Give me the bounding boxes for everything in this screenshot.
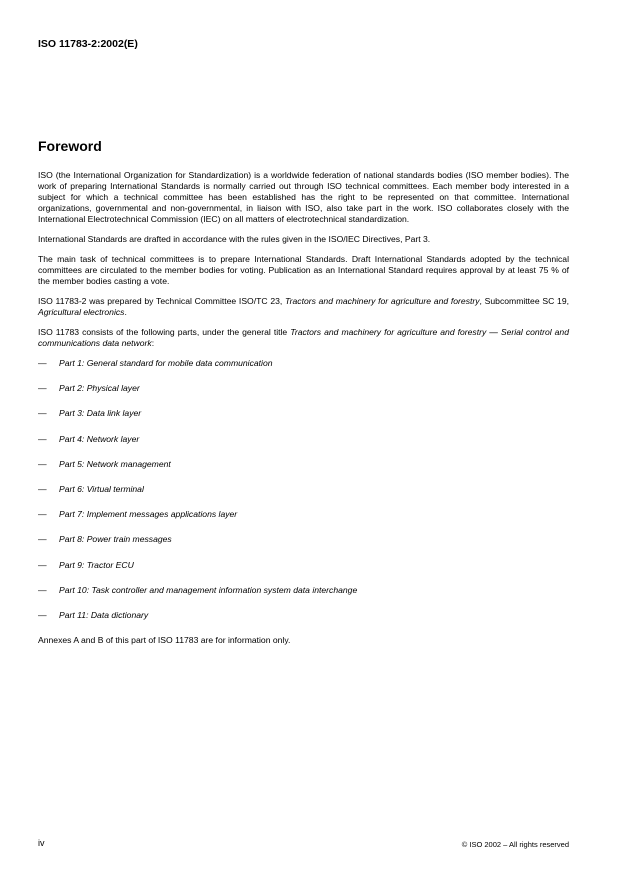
page-title: Foreword: [38, 138, 102, 154]
list-item-text: Part 2: Physical layer: [59, 383, 140, 394]
list-dash: —: [38, 408, 47, 419]
paragraph-iso-intro: ISO (the International Organization for Standardization) is a worldwide federation of national standards bodies (ISO member bodies). The work of preparing International Standards is normally carried out through ISO technical committees. Each member body interested in a subject for which a technical committee has been established has the right to be represented on that committee. International organizations, governmental and non-governmental, in liaison with ISO, also take part in the work. ISO collaborates closely with the International Electrotechnical Commission (IEC) on all matters of electrotechnical standardization.: [38, 170, 569, 224]
list-dash: —: [38, 383, 47, 394]
list-item: [38, 560, 569, 585]
list-item: [38, 534, 569, 559]
list-item: [38, 585, 569, 610]
list-item: [38, 610, 569, 635]
list-dash: —: [38, 509, 47, 520]
list-item-text: Part 7: Implement messages applications layer: [59, 509, 238, 520]
copyright-notice: © ISO 2002 – All rights reserved: [461, 840, 569, 849]
list-item-text: Part 3: Data link layer: [59, 408, 142, 419]
list-item-text: Part 1: General standard for mobile data communication: [59, 358, 273, 368]
list-dash: —: [38, 458, 47, 469]
list-item: [38, 434, 569, 459]
list-item-text: Part 6: Virtual terminal: [59, 483, 144, 494]
paragraph-parts-intro: [38, 327, 569, 349]
list-item: [38, 358, 569, 383]
list-item-text: Part 11: Data dictionary: [59, 609, 149, 620]
document-id: ISO 11783-2:2002(E): [38, 38, 138, 50]
foreword-body: [38, 170, 569, 655]
list-item-text: Part 9: Tractor ECU: [59, 559, 134, 570]
list-dash: —: [38, 534, 47, 545]
prepared-by-title-d: Agricultural electronics: [38, 307, 125, 317]
list-item-text: Part 4: Network layer: [59, 433, 140, 444]
parts-list: [38, 358, 569, 635]
prepared-by-text-e: .: [124, 307, 127, 317]
list-item: [38, 459, 569, 484]
list-dash: —: [38, 559, 47, 570]
parts-intro-text-c: :: [151, 338, 155, 348]
list-dash: —: [38, 358, 47, 368]
list-dash: —: [38, 609, 47, 620]
paragraph-directives: International Standards are drafted in accordance with the rules given in the ISO/IEC Directives, Part 3.: [38, 234, 431, 244]
paragraph-annex-note: Annexes A and B of this part of ISO 11783 are for information only.: [38, 635, 291, 646]
list-item-text: Part 5: Network management: [59, 458, 171, 469]
list-item: [38, 383, 569, 408]
prepared-by-text-c: , Subcommittee SC 19,: [479, 296, 569, 306]
list-dash: —: [38, 584, 47, 595]
list-item: [38, 408, 569, 433]
list-dash: —: [38, 433, 47, 444]
parts-intro-title: Tractors and machinery for agriculture and forestry — Serial control and communications data network: [38, 327, 569, 348]
paragraph-prepared-by: [38, 296, 569, 318]
list-item-text: Part 8: Power train messages: [59, 534, 172, 545]
list-item: [38, 509, 569, 534]
prepared-by-text-a: ISO 11783-2 was prepared by Technical Committee ISO/TC 23,: [38, 296, 286, 306]
prepared-by-title-a: Tractors and machinery for agriculture and forestry: [285, 296, 480, 306]
list-item-text: Part 10: Task controller and management information system data interchange: [59, 584, 358, 595]
list-item: [38, 484, 569, 509]
parts-intro-text-a: ISO 11783 consists of the following parts, under the general title: [38, 327, 291, 337]
list-dash: —: [38, 483, 47, 494]
paragraph-committee-task: The main task of technical committees is to prepare International Standards. Draft International Standards adopted by the technical committees are circulated to the member bodies for voting. Publication as an International Standard requires approval by at least 75 % of the member bodies casting a vote.: [38, 254, 569, 286]
page-number: iv: [38, 838, 45, 848]
